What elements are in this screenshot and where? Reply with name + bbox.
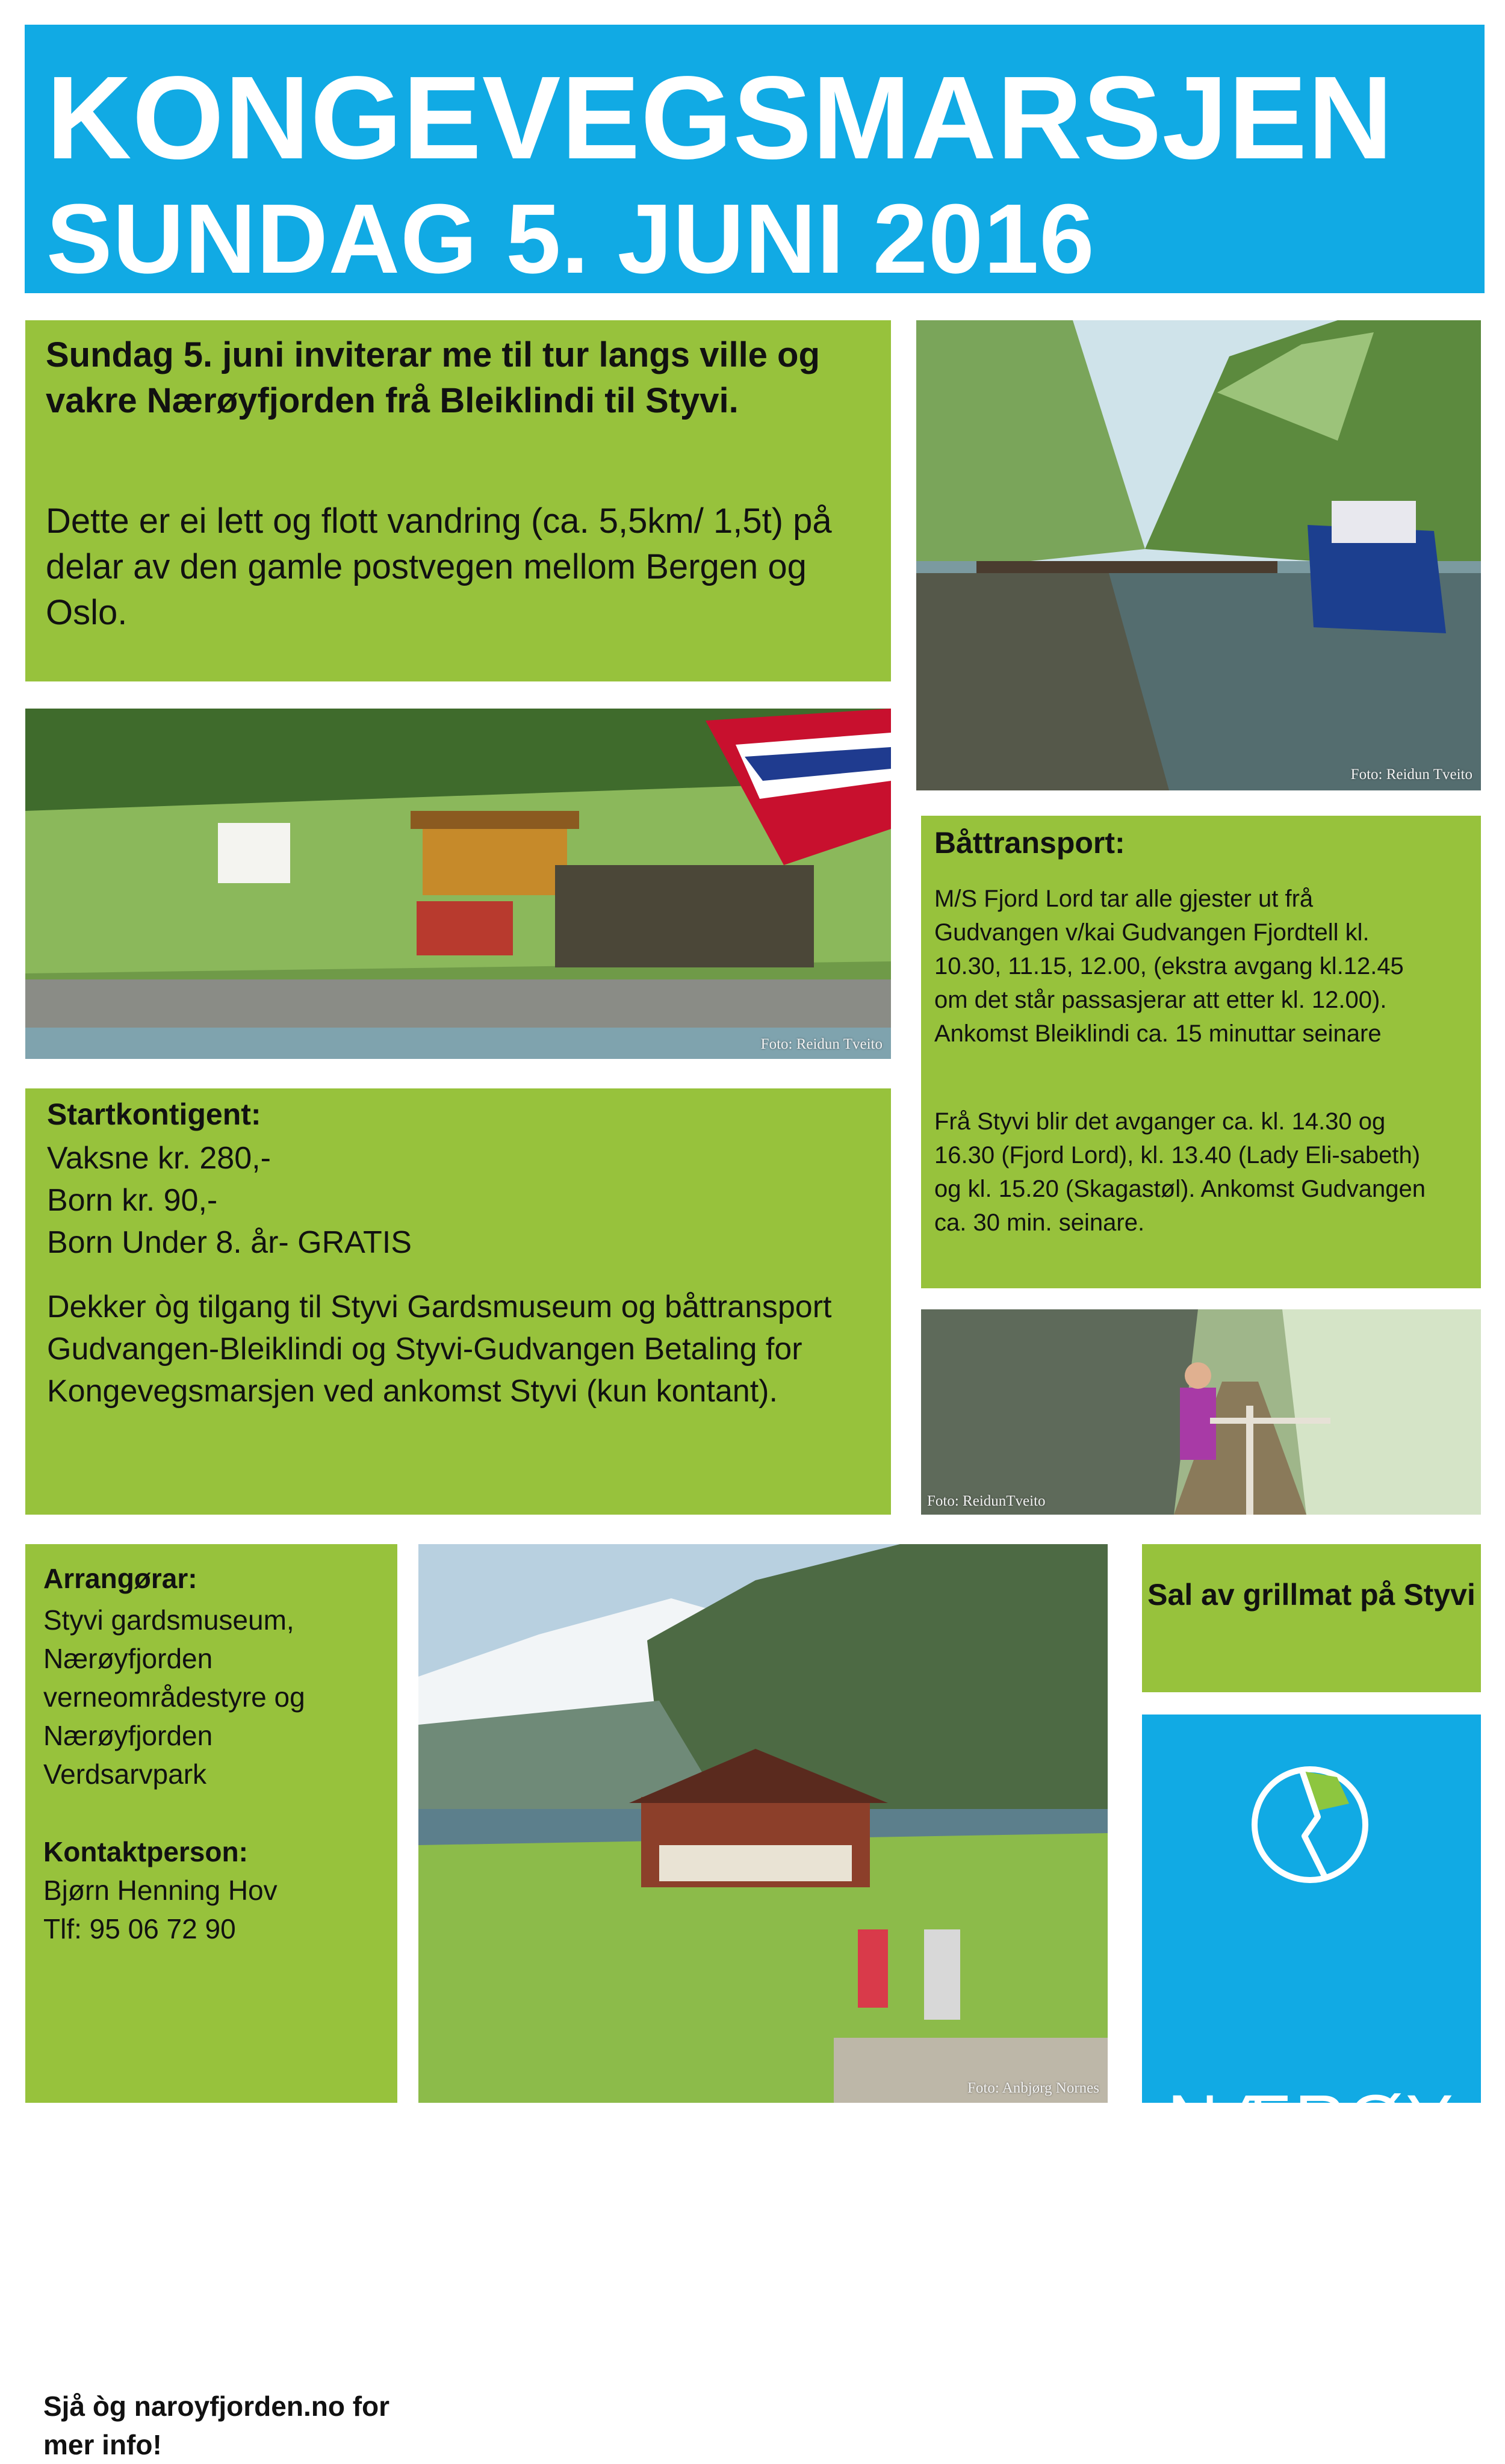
fjord-emblem-icon <box>1247 1761 1373 1888</box>
contact-phone: Tlf: 95 06 72 90 <box>43 1913 236 1944</box>
intro-body: Dette er ei lett og flott vandring (ca. 5,5km/ 1,5t) på delar av den gamle postvegen mellom Bergen og Oslo. <box>46 501 832 632</box>
naroyfjorden-logo <box>1142 1715 1495 2285</box>
contact-label: Kontaktperson: <box>43 1836 248 1867</box>
contact-name: Bjørn Henning Hov <box>43 1875 278 1906</box>
hiker-photo <box>921 1309 1481 1515</box>
boat-transport-box <box>921 816 1481 1288</box>
logo-line-3: VERDSARVPARK <box>1173 2250 1450 2285</box>
fee-child: Born kr. 90,- <box>47 1183 218 1218</box>
boat-dock-photo <box>916 320 1481 790</box>
organizers-label: Arrangørar: <box>43 1563 197 1594</box>
boat-returns: Frå Styvi blir det avganger ca. kl. 14.30 og 16.30 (Fjord Lord), kl. 13.40 (Lady Eli-sabeth) og kl. 15.20 (Skagastøl). Ankomst Gudvangen ca. 30 min. seinare. <box>934 1108 1426 1236</box>
photo-credit: Foto: ReidunTveito <box>927 1493 1046 1509</box>
boat-heading: Båttransport: <box>934 826 1125 860</box>
event-title: KONGEVEGSMARSJEN <box>46 52 1394 184</box>
more-info: Sjå òg naroyfjorden.no for mer info! <box>43 2391 390 2460</box>
grill-food-box <box>1142 1544 1481 1692</box>
farm-photo <box>25 709 891 1059</box>
logo-line-1: NÆRØY <box>1167 2081 1456 2160</box>
fee-includes: Dekker òg tilgang til Styvi Gardsmuseum og båttransport Gudvangen-Bleiklindi og Styvi-Gudvangen Betaling for Kongevegsmarsjen ved ankomst Styvi (kun kontant). <box>47 1289 832 1409</box>
photo-credit: Foto: Reidun Tveito <box>1350 766 1472 783</box>
intro-box <box>25 320 891 681</box>
title-banner <box>25 25 1485 293</box>
organizers-list: Styvi gardsmuseum, Nærøyfjorden verneområdestyre og Nærøyfjorden Verdsarvpark <box>43 1604 305 1790</box>
fee-adult: Vaksne kr. 280,- <box>47 1141 271 1176</box>
photo-credit: Foto: Anbjørg Nornes <box>967 2080 1099 2096</box>
intro-lead: Sundag 5. juni inviterar me til tur langs ville og vakre Nærøyfjorden frå Bleiklindi til Styvi. <box>46 335 820 420</box>
boat-departures: M/S Fjord Lord tar alle gjester ut frå Gudvangen v/kai Gudvangen Fjordtell kl. 10.30, 11.15, 12.00, (ekstra avgang kl.12.45 om det står passasjerar att etter kl. 12.00). Ankomst Bleiklindi ca. 15 minuttar seinare <box>934 886 1404 1047</box>
picnic-photo <box>418 1544 1108 2103</box>
photo-credit: Foto: Reidun Tveito <box>760 1036 883 1052</box>
fee-under8: Born Under 8. år- GRATIS <box>47 1225 412 1260</box>
start-fee-box <box>25 1088 891 1515</box>
start-heading: Startkontigent: <box>47 1097 261 1131</box>
logo-line-2: FJORDEN <box>1142 2161 1495 2241</box>
grill-food-text: Sal av grillmat på Styvi <box>1147 1578 1476 1612</box>
event-date: SUNDAG 5. JUNI 2016 <box>46 184 1095 294</box>
organizers-box <box>25 1544 397 2460</box>
